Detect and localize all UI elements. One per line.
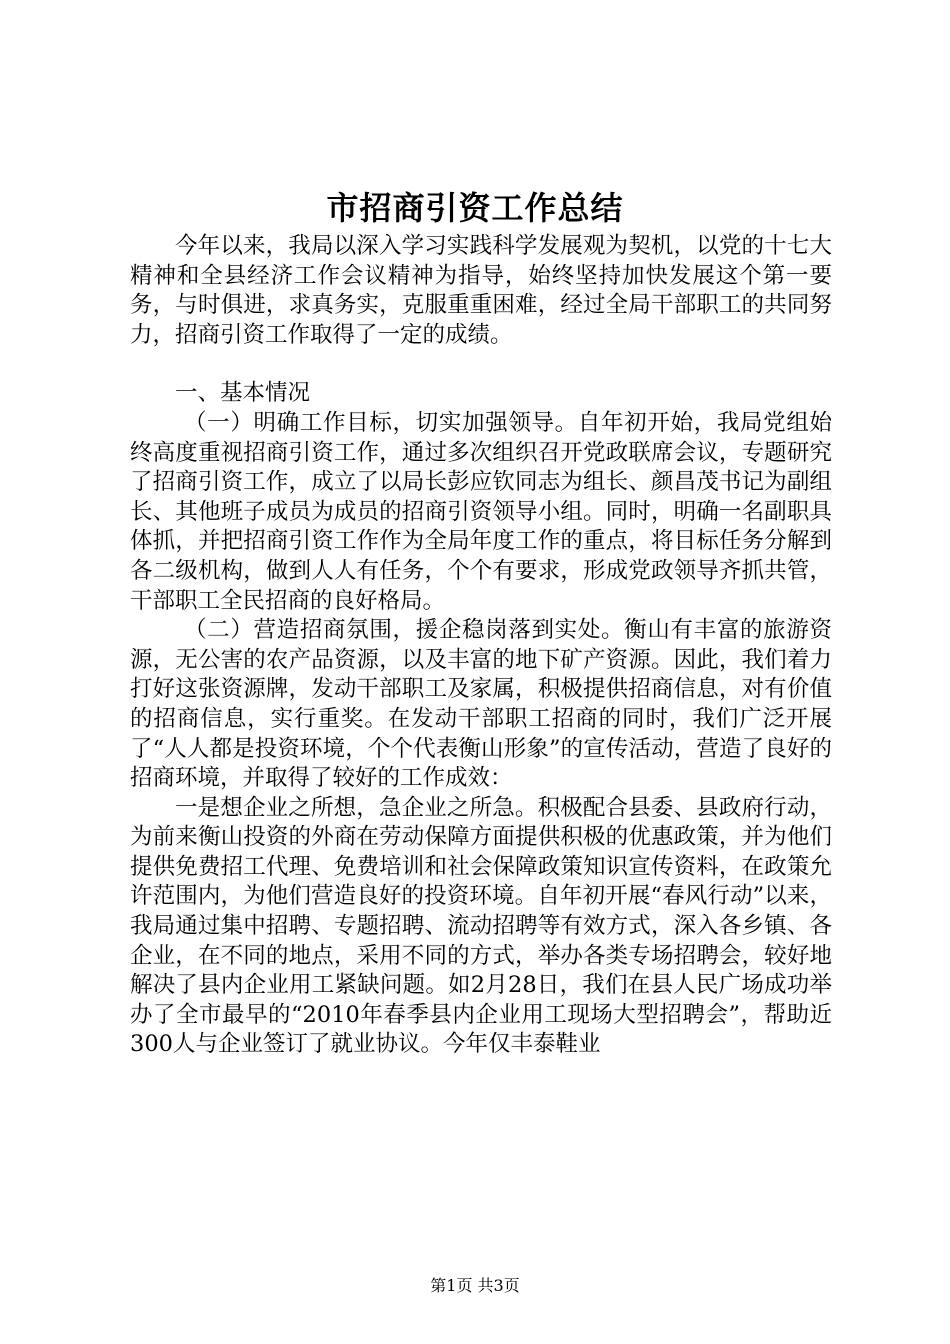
section-heading: 一、基本情况 [175,380,311,407]
point-paragraph-1: 一是想企业之所想，急企业之所急。积极配合县委、县政府行动，为前来衡山投资的外商在劳动保障方面提供积极的优惠政策，并为他们提供免费招工代理、免费培训和社会保障政策知识宣传资料，在政策允许范围内，为他们营造良好的投资环境。自年初开展“春风行动”以来，我局通过集中招聘、专题招聘、流动招聘等有效方式，深入各乡镇、各企业，在不同的地点，采用不同的方式，举办各类专场招聘会，较好地解决了县内企业用工紧缺问题。如2月28日，我们在县人民广场成功举办了全市最早的“2010年春季县内企业用工现场大型招聘会”，帮助近300人与企业签订了就业协议。今年仅丰泰鞋业 [130,794,832,1058]
item-paragraph-2: （二）营造招商氛围，援企稳岗落到实处。衡山有丰富的旅游资源，无公害的农产品资源，以及丰富的地下矿产资源。因此，我们着力打好这张资源牌，发动干部职工及家属，积极提供招商信息，对有价值的招商信息，实行重奖。在发动干部职工招商的同时，我们广泛开展了“人人都是投资环境，个个代表衡山形象”的宣传活动，营造了良好的招商环境，并取得了较好的工作成效： [130,617,832,792]
document-body [130,232,832,1060]
page-title: 市招商引资工作总结 [326,189,624,227]
page-number: 第1页 共3页 [430,1276,520,1295]
intro-paragraph: 今年以来，我局以深入学习实践科学发展观为契机，以党的十七大精神和全县经济工作会议精神为指导，始终坚持加快发展这个第一要务，与时俱进，求真务实，克服重重困难，经过全局干部职工的共同努力，招商引资工作取得了一定的成绩。 [130,233,832,348]
item-paragraph-1: （一）明确工作目标，切实加强领导。自年初开始，我局党组始终高度重视招商引资工作，通过多次组织召开党政联席会议，专题研究了招商引资工作，成立了以局长彭应钦同志为组长、颜昌茂书记为副组长、其他班子成员为成员的招商引资领导小组。同时，明确一名副职具体抓，并把招商引资工作作为全局年度工作的重点，将目标任务分解到各二级机构，做到人人有任务，个个有要求，形成党政领导齐抓共管，干部职工全民招商的良好格局。 [130,409,832,614]
